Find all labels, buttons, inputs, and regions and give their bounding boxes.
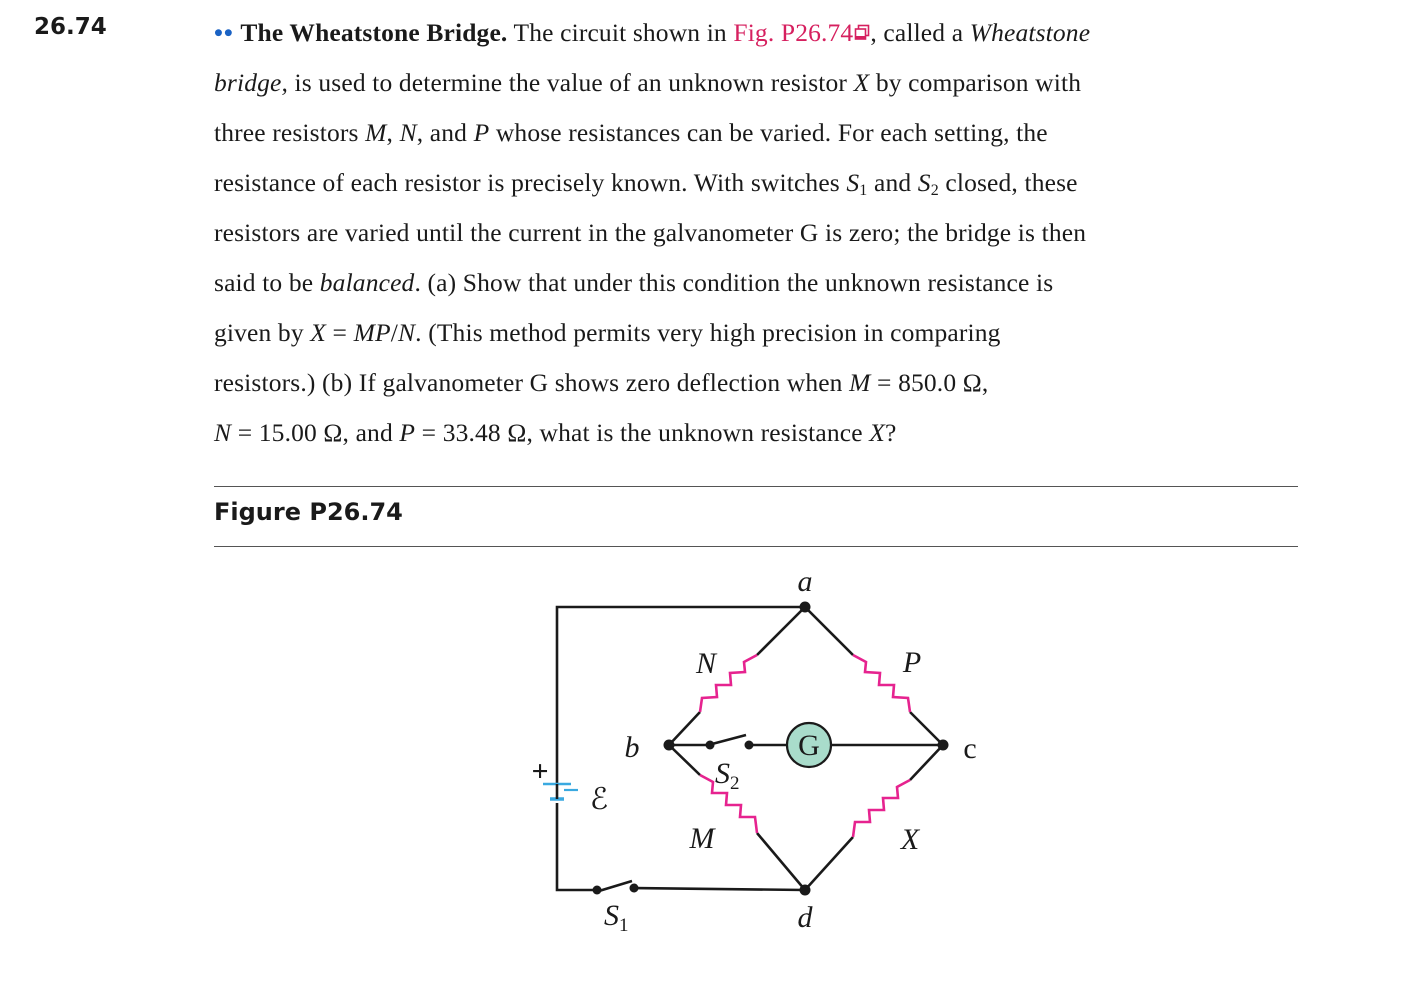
problem-line-6	[214, 258, 1304, 308]
label-battery-plus: +	[531, 755, 549, 788]
problem-line-7	[214, 308, 1304, 358]
wire-n-to-b	[669, 712, 700, 745]
wire-a-to-n	[757, 607, 805, 655]
text-segment: given by	[214, 318, 311, 347]
text-segment: said to be	[214, 268, 320, 297]
equals-sign: =	[415, 418, 443, 447]
equals-sign: =	[231, 418, 259, 447]
value-n: 15.00 Ω	[258, 418, 343, 447]
problem-line-4	[214, 158, 1304, 208]
figure-bottom-rule	[214, 546, 1298, 547]
question-mark: ?	[884, 418, 897, 447]
text-segment: whose resistances can be varied. For each setting, the	[489, 118, 1048, 147]
figure-popup-icon[interactable]	[854, 24, 870, 42]
text-segment: , and	[416, 118, 474, 147]
text-segment: resistors are varied until the current in the galvanometer G is zero; the bridge is then	[214, 218, 1087, 247]
wire-c-to-x	[910, 745, 943, 780]
problem-line-2	[214, 58, 1304, 108]
circuit-nodes	[593, 602, 949, 896]
wire-b-to-m	[669, 745, 700, 775]
var-m: M	[849, 368, 871, 397]
wire-m-to-d	[757, 833, 805, 890]
galvanometer-label: G	[798, 729, 820, 762]
label-emf: ℰ	[590, 783, 609, 816]
equals-sign: =	[326, 318, 354, 347]
wire-bottom-left	[557, 803, 597, 890]
var-p: P	[399, 418, 416, 447]
switch-s1-blade	[599, 881, 632, 891]
label-node-d: d	[797, 901, 813, 934]
label-resistor-p: P	[902, 646, 922, 679]
text-segment: , and	[342, 418, 400, 447]
resistor-p	[853, 655, 910, 712]
text-segment: . (a) Show that under this condition the unknown resistance is	[414, 268, 1054, 297]
sub-1: 1	[859, 182, 868, 199]
text-segment: ,	[386, 118, 400, 147]
wire-a-to-p	[805, 607, 853, 655]
node-c	[938, 740, 949, 751]
text-segment: and	[867, 168, 918, 197]
var-m: M	[365, 118, 387, 147]
text-segment: by comparison with	[869, 68, 1082, 97]
term-wheatstone: Wheatstone	[969, 18, 1091, 47]
slash: /	[390, 318, 398, 347]
figure-top-rule	[214, 486, 1298, 487]
node-d	[800, 885, 811, 896]
value-p: 33.48 Ω	[442, 418, 527, 447]
label-resistor-x: X	[900, 823, 920, 856]
text-segment: , what is the unknown resistance	[526, 418, 870, 447]
problem-line-9	[214, 408, 1304, 458]
switch-s1-contact-left	[593, 886, 602, 895]
intro-text: The circuit shown in	[507, 18, 734, 47]
switch-s2-blade	[712, 735, 746, 744]
problem-line-8	[214, 358, 1304, 408]
after-ref-text: , called a	[870, 18, 970, 47]
label-switch-s1: $S_1$	[604, 899, 629, 936]
sub-2: 2	[930, 182, 939, 199]
difficulty-dots: ••	[214, 18, 234, 47]
label-node-b: b	[624, 731, 640, 764]
switch-s2-contact-left	[706, 741, 715, 750]
text-segment: resistance of each resistor is precisely known. With switches	[214, 168, 847, 197]
problem-statement	[214, 8, 1304, 458]
var-mp: MP	[353, 318, 391, 347]
switch-s1-contact-right	[630, 884, 639, 893]
text-segment: resistors.) (b) If galvanometer G shows zero deflection when	[214, 368, 850, 397]
problem-line-3	[214, 108, 1304, 158]
problem-line-5	[214, 208, 1304, 258]
wheatstone-bridge-diagram	[500, 555, 1000, 945]
var-n: N	[399, 118, 417, 147]
node-a	[800, 602, 811, 613]
var-s2: S	[917, 168, 931, 197]
label-node-a: a	[797, 565, 813, 598]
var-p: P	[473, 118, 490, 147]
wire-x-to-d	[805, 837, 853, 890]
wire-p-to-c	[910, 712, 943, 745]
wire-bottom	[632, 888, 805, 890]
text-segment: . (This method permits very high precision in comparing	[415, 318, 1001, 347]
equals-sign: =	[870, 368, 899, 397]
figure-link[interactable]: Fig. P26.74	[733, 18, 854, 47]
value-m: 850.0 Ω,	[898, 368, 989, 397]
text-segment: is used to determine the value of an unknown resistor	[288, 68, 854, 97]
text-segment: three resistors	[214, 118, 366, 147]
label-resistor-m: M	[689, 822, 715, 855]
var-n: N	[214, 418, 232, 447]
problem-title: The Wheatstone Bridge.	[240, 18, 508, 47]
var-n: N	[397, 318, 416, 347]
term-bridge: bridge,	[214, 68, 289, 97]
figure-caption: Figure P26.74	[214, 498, 403, 526]
switch-s2-contact-right	[745, 741, 754, 750]
problem-line-1	[214, 8, 1304, 58]
node-b	[664, 740, 675, 751]
term-balanced: balanced	[319, 268, 415, 297]
label-switch-s2: $S_2$	[715, 757, 740, 794]
label-node-c: c	[963, 732, 977, 765]
var-s1: S	[846, 168, 860, 197]
problem-number: 26.74	[34, 14, 107, 40]
var-x: X	[310, 318, 326, 347]
text-segment: closed, these	[938, 168, 1078, 197]
label-resistor-n: N	[695, 647, 717, 680]
var-x: X	[853, 68, 870, 97]
var-x: X	[869, 418, 885, 447]
